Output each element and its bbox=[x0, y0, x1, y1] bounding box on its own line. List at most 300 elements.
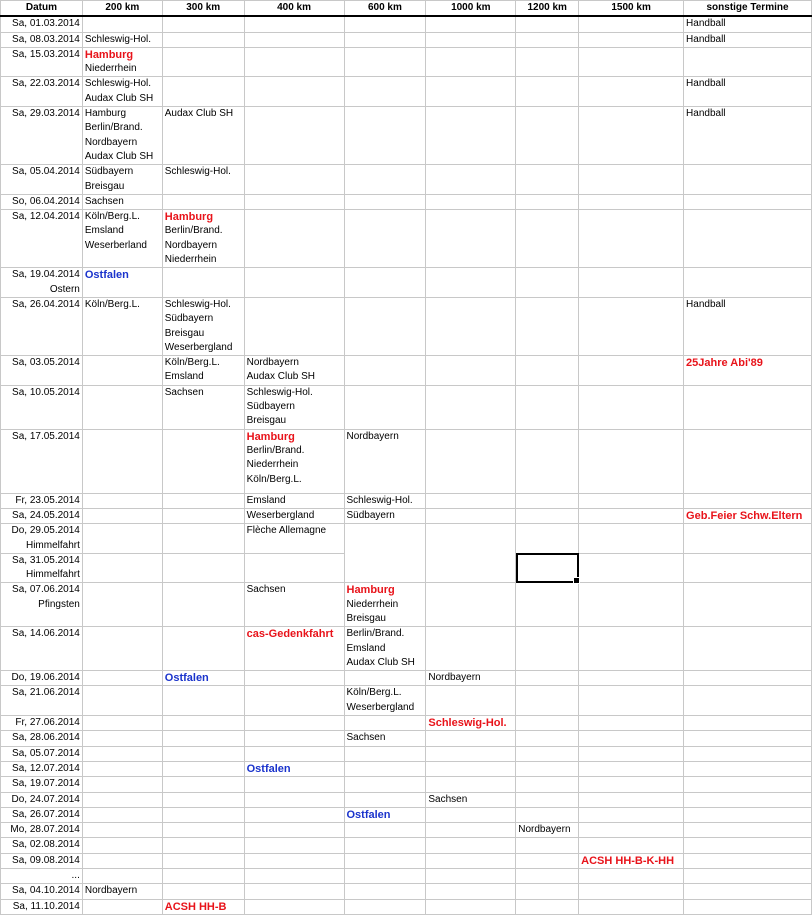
table-cell[interactable] bbox=[426, 165, 516, 195]
table-cell[interactable] bbox=[579, 429, 684, 493]
table-cell[interactable] bbox=[162, 627, 244, 671]
table-cell[interactable] bbox=[426, 77, 516, 107]
table-cell[interactable] bbox=[516, 297, 579, 355]
table-cell[interactable] bbox=[426, 32, 516, 47]
table-cell[interactable] bbox=[344, 761, 426, 776]
table-cell[interactable] bbox=[684, 583, 812, 627]
table-cell[interactable] bbox=[244, 268, 344, 298]
date-cell[interactable] bbox=[1, 356, 83, 386]
table-cell[interactable] bbox=[684, 194, 812, 209]
table-cell[interactable] bbox=[82, 493, 162, 508]
table-cell[interactable] bbox=[344, 77, 426, 107]
table-cell[interactable] bbox=[426, 823, 516, 838]
table-cell[interactable] bbox=[82, 194, 162, 209]
table-cell[interactable] bbox=[516, 869, 579, 884]
table-cell[interactable] bbox=[82, 807, 162, 822]
table-cell[interactable] bbox=[82, 899, 162, 914]
table-cell[interactable] bbox=[82, 32, 162, 47]
header-1000km[interactable]: 1000 km bbox=[426, 1, 516, 17]
table-cell[interactable] bbox=[426, 508, 516, 523]
table-cell[interactable] bbox=[244, 777, 344, 792]
table-cell[interactable] bbox=[516, 493, 579, 508]
table-cell[interactable] bbox=[162, 165, 244, 195]
table-cell[interactable] bbox=[516, 761, 579, 776]
date-cell[interactable] bbox=[1, 761, 83, 776]
table-cell[interactable] bbox=[244, 746, 344, 761]
table-cell[interactable] bbox=[162, 823, 244, 838]
table-cell[interactable] bbox=[82, 884, 162, 899]
table-cell[interactable] bbox=[344, 853, 426, 868]
date-cell[interactable] bbox=[1, 297, 83, 355]
table-cell[interactable] bbox=[82, 553, 162, 583]
table-cell[interactable] bbox=[684, 671, 812, 686]
table-cell[interactable] bbox=[684, 524, 812, 554]
table-cell[interactable] bbox=[684, 356, 812, 386]
table-cell[interactable] bbox=[344, 32, 426, 47]
table-cell[interactable] bbox=[426, 716, 516, 731]
table-cell[interactable] bbox=[82, 761, 162, 776]
header-sonstige-termine[interactable]: sonstige Termine bbox=[684, 1, 812, 17]
table-cell[interactable] bbox=[516, 627, 579, 671]
table-cell[interactable] bbox=[244, 297, 344, 355]
table-cell[interactable] bbox=[244, 869, 344, 884]
table-cell[interactable] bbox=[516, 385, 579, 429]
table-cell[interactable] bbox=[579, 268, 684, 298]
table-cell[interactable] bbox=[344, 777, 426, 792]
table-cell[interactable] bbox=[344, 746, 426, 761]
table-cell[interactable] bbox=[426, 429, 516, 493]
table-cell[interactable] bbox=[516, 165, 579, 195]
date-cell[interactable] bbox=[1, 746, 83, 761]
table-cell[interactable] bbox=[684, 686, 812, 716]
table-cell[interactable] bbox=[82, 869, 162, 884]
table-cell[interactable] bbox=[426, 297, 516, 355]
table-cell[interactable] bbox=[579, 210, 684, 268]
table-cell[interactable] bbox=[244, 493, 344, 508]
table-cell[interactable] bbox=[162, 16, 244, 32]
table-cell[interactable] bbox=[516, 746, 579, 761]
table-cell[interactable] bbox=[82, 524, 162, 554]
table-cell[interactable] bbox=[426, 838, 516, 853]
table-cell[interactable] bbox=[684, 553, 812, 583]
table-cell[interactable] bbox=[82, 583, 162, 627]
table-cell[interactable] bbox=[516, 731, 579, 746]
table-cell[interactable] bbox=[162, 884, 244, 899]
table-cell[interactable] bbox=[579, 165, 684, 195]
table-cell[interactable] bbox=[244, 884, 344, 899]
table-cell[interactable] bbox=[684, 716, 812, 731]
table-cell[interactable] bbox=[82, 838, 162, 853]
header-1500km[interactable]: 1500 km bbox=[579, 1, 684, 17]
table-cell[interactable] bbox=[162, 838, 244, 853]
table-cell[interactable] bbox=[244, 356, 344, 386]
table-cell[interactable] bbox=[579, 731, 684, 746]
table-cell[interactable] bbox=[426, 194, 516, 209]
table-cell[interactable] bbox=[162, 869, 244, 884]
table-cell[interactable] bbox=[344, 508, 426, 523]
table-cell[interactable] bbox=[344, 385, 426, 429]
table-cell[interactable] bbox=[516, 583, 579, 627]
table-cell[interactable] bbox=[244, 429, 344, 493]
table-cell[interactable] bbox=[579, 508, 684, 523]
date-cell[interactable] bbox=[1, 165, 83, 195]
table-cell[interactable] bbox=[579, 777, 684, 792]
table-cell[interactable] bbox=[516, 32, 579, 47]
table-cell[interactable] bbox=[516, 686, 579, 716]
table-cell[interactable] bbox=[684, 807, 812, 822]
table-cell[interactable] bbox=[162, 493, 244, 508]
table-cell[interactable] bbox=[344, 107, 426, 165]
table-cell[interactable] bbox=[684, 777, 812, 792]
table-cell[interactable] bbox=[344, 268, 426, 298]
table-cell[interactable] bbox=[162, 268, 244, 298]
table-cell[interactable] bbox=[516, 716, 579, 731]
table-cell[interactable] bbox=[579, 32, 684, 47]
table-cell[interactable] bbox=[162, 47, 244, 77]
table-cell[interactable] bbox=[579, 194, 684, 209]
date-cell[interactable] bbox=[1, 716, 83, 731]
table-cell[interactable] bbox=[516, 899, 579, 914]
date-cell[interactable] bbox=[1, 429, 83, 493]
table-cell[interactable] bbox=[684, 77, 812, 107]
table-cell[interactable] bbox=[426, 899, 516, 914]
table-cell[interactable] bbox=[579, 853, 684, 868]
table-cell[interactable] bbox=[426, 761, 516, 776]
table-cell[interactable] bbox=[82, 77, 162, 107]
table-cell[interactable] bbox=[579, 297, 684, 355]
table-cell[interactable] bbox=[82, 792, 162, 807]
table-cell[interactable] bbox=[344, 165, 426, 195]
table-cell[interactable] bbox=[684, 853, 812, 868]
table-cell[interactable] bbox=[579, 47, 684, 77]
table-cell[interactable] bbox=[684, 210, 812, 268]
table-cell[interactable] bbox=[516, 777, 579, 792]
table-cell[interactable] bbox=[684, 493, 812, 508]
table-cell[interactable] bbox=[244, 838, 344, 853]
table-cell[interactable] bbox=[162, 210, 244, 268]
table-cell[interactable] bbox=[162, 807, 244, 822]
date-cell[interactable] bbox=[1, 385, 83, 429]
date-cell[interactable] bbox=[1, 899, 83, 914]
table-cell[interactable] bbox=[162, 429, 244, 493]
table-cell[interactable] bbox=[684, 385, 812, 429]
table-cell[interactable] bbox=[82, 210, 162, 268]
table-cell[interactable] bbox=[516, 107, 579, 165]
table-cell[interactable] bbox=[684, 884, 812, 899]
table-cell[interactable] bbox=[684, 761, 812, 776]
table-cell[interactable] bbox=[344, 716, 426, 731]
table-cell[interactable] bbox=[82, 165, 162, 195]
table-cell[interactable] bbox=[344, 297, 426, 355]
table-cell[interactable] bbox=[426, 671, 516, 686]
table-cell[interactable] bbox=[344, 356, 426, 386]
table-cell[interactable] bbox=[244, 583, 344, 627]
table-cell[interactable] bbox=[244, 761, 344, 776]
table-cell[interactable] bbox=[82, 671, 162, 686]
table-cell[interactable] bbox=[244, 32, 344, 47]
table-cell[interactable] bbox=[684, 268, 812, 298]
table-cell[interactable] bbox=[344, 583, 426, 627]
table-cell[interactable] bbox=[579, 583, 684, 627]
table-cell[interactable] bbox=[684, 297, 812, 355]
table-cell[interactable] bbox=[426, 869, 516, 884]
table-cell[interactable] bbox=[344, 429, 426, 493]
table-cell[interactable] bbox=[82, 508, 162, 523]
table-cell[interactable] bbox=[426, 686, 516, 716]
date-cell[interactable] bbox=[1, 77, 83, 107]
table-cell[interactable] bbox=[426, 583, 516, 627]
table-cell[interactable] bbox=[162, 761, 244, 776]
date-cell[interactable] bbox=[1, 627, 83, 671]
table-cell[interactable] bbox=[244, 899, 344, 914]
date-cell[interactable] bbox=[1, 731, 83, 746]
table-cell[interactable] bbox=[162, 508, 244, 523]
table-cell[interactable] bbox=[244, 508, 344, 523]
table-cell[interactable] bbox=[579, 356, 684, 386]
table-cell[interactable] bbox=[162, 385, 244, 429]
table-cell[interactable] bbox=[684, 869, 812, 884]
date-cell[interactable] bbox=[1, 777, 83, 792]
table-cell[interactable] bbox=[162, 32, 244, 47]
table-cell[interactable] bbox=[516, 838, 579, 853]
table-cell[interactable] bbox=[82, 716, 162, 731]
table-cell[interactable] bbox=[684, 32, 812, 47]
table-cell[interactable] bbox=[426, 853, 516, 868]
table-cell[interactable] bbox=[684, 429, 812, 493]
table-cell[interactable] bbox=[82, 777, 162, 792]
table-cell[interactable] bbox=[162, 77, 244, 107]
date-cell[interactable] bbox=[1, 869, 83, 884]
table-cell[interactable] bbox=[579, 553, 684, 583]
table-cell[interactable] bbox=[426, 807, 516, 822]
table-cell[interactable] bbox=[579, 686, 684, 716]
table-cell[interactable] bbox=[162, 553, 244, 583]
date-cell[interactable] bbox=[1, 583, 83, 627]
table-cell[interactable] bbox=[82, 297, 162, 355]
table-cell[interactable] bbox=[244, 524, 344, 554]
table-cell[interactable] bbox=[82, 47, 162, 77]
table-cell[interactable] bbox=[344, 899, 426, 914]
table-cell[interactable] bbox=[344, 807, 426, 822]
table-cell[interactable] bbox=[684, 508, 812, 523]
table-cell[interactable] bbox=[426, 268, 516, 298]
table-cell[interactable] bbox=[344, 671, 426, 686]
table-cell[interactable] bbox=[162, 853, 244, 868]
table-cell[interactable] bbox=[162, 356, 244, 386]
table-cell[interactable] bbox=[244, 165, 344, 195]
active-cell[interactable] bbox=[516, 553, 579, 583]
table-cell[interactable] bbox=[162, 746, 244, 761]
table-cell[interactable] bbox=[162, 107, 244, 165]
table-cell[interactable] bbox=[426, 356, 516, 386]
date-cell[interactable] bbox=[1, 686, 83, 716]
date-cell[interactable] bbox=[1, 807, 83, 822]
date-cell[interactable] bbox=[1, 210, 83, 268]
table-cell[interactable] bbox=[684, 823, 812, 838]
table-cell[interactable] bbox=[516, 823, 579, 838]
table-cell[interactable] bbox=[426, 385, 516, 429]
table-cell[interactable] bbox=[344, 194, 426, 209]
table-cell[interactable] bbox=[344, 210, 426, 268]
table-cell[interactable] bbox=[684, 47, 812, 77]
table-cell[interactable] bbox=[162, 792, 244, 807]
date-cell[interactable] bbox=[1, 823, 83, 838]
table-cell[interactable] bbox=[344, 686, 426, 716]
table-cell[interactable] bbox=[82, 268, 162, 298]
table-cell[interactable] bbox=[244, 553, 344, 583]
table-cell[interactable] bbox=[516, 884, 579, 899]
table-cell[interactable] bbox=[516, 807, 579, 822]
table-cell[interactable] bbox=[344, 627, 426, 671]
date-cell[interactable] bbox=[1, 194, 83, 209]
table-cell[interactable] bbox=[579, 807, 684, 822]
table-cell[interactable] bbox=[579, 869, 684, 884]
table-cell[interactable] bbox=[426, 493, 516, 508]
table-cell[interactable] bbox=[579, 884, 684, 899]
table-cell[interactable] bbox=[516, 77, 579, 107]
table-cell[interactable] bbox=[684, 746, 812, 761]
table-cell[interactable] bbox=[82, 823, 162, 838]
date-cell[interactable] bbox=[1, 16, 83, 32]
table-cell[interactable] bbox=[162, 524, 244, 554]
table-cell[interactable] bbox=[516, 194, 579, 209]
table-cell[interactable] bbox=[426, 524, 516, 583]
table-cell[interactable] bbox=[344, 731, 426, 746]
header-1200km[interactable]: 1200 km bbox=[516, 1, 579, 17]
table-cell[interactable] bbox=[684, 792, 812, 807]
table-cell[interactable] bbox=[516, 671, 579, 686]
table-cell[interactable] bbox=[244, 77, 344, 107]
table-cell[interactable] bbox=[516, 356, 579, 386]
date-cell[interactable] bbox=[1, 884, 83, 899]
date-cell[interactable] bbox=[1, 47, 83, 77]
table-cell[interactable] bbox=[82, 356, 162, 386]
table-cell[interactable] bbox=[244, 627, 344, 671]
table-cell[interactable] bbox=[344, 838, 426, 853]
table-cell[interactable] bbox=[162, 194, 244, 209]
table-cell[interactable] bbox=[426, 107, 516, 165]
table-cell[interactable] bbox=[344, 493, 426, 508]
table-cell[interactable] bbox=[579, 838, 684, 853]
table-cell[interactable] bbox=[82, 746, 162, 761]
date-cell[interactable] bbox=[1, 553, 83, 583]
table-cell[interactable] bbox=[579, 493, 684, 508]
table-cell[interactable] bbox=[426, 16, 516, 32]
table-cell[interactable] bbox=[516, 792, 579, 807]
table-cell[interactable] bbox=[516, 16, 579, 32]
table-cell[interactable] bbox=[244, 731, 344, 746]
table-cell[interactable] bbox=[244, 210, 344, 268]
table-cell[interactable] bbox=[162, 671, 244, 686]
table-cell[interactable] bbox=[684, 838, 812, 853]
date-cell[interactable] bbox=[1, 32, 83, 47]
header-400km[interactable]: 400 km bbox=[244, 1, 344, 17]
table-cell[interactable] bbox=[426, 627, 516, 671]
table-cell[interactable] bbox=[344, 792, 426, 807]
table-cell[interactable] bbox=[344, 47, 426, 77]
table-cell[interactable] bbox=[579, 899, 684, 914]
date-cell[interactable] bbox=[1, 268, 83, 298]
header-200km[interactable]: 200 km bbox=[82, 1, 162, 17]
table-cell[interactable] bbox=[426, 777, 516, 792]
table-cell[interactable] bbox=[244, 823, 344, 838]
table-cell[interactable] bbox=[82, 731, 162, 746]
date-cell[interactable] bbox=[1, 838, 83, 853]
table-cell[interactable] bbox=[244, 671, 344, 686]
table-cell[interactable] bbox=[684, 731, 812, 746]
table-cell[interactable] bbox=[579, 823, 684, 838]
table-cell[interactable] bbox=[579, 107, 684, 165]
date-cell[interactable] bbox=[1, 671, 83, 686]
table-cell[interactable] bbox=[244, 385, 344, 429]
table-cell[interactable] bbox=[579, 524, 684, 554]
header-600km[interactable]: 600 km bbox=[344, 1, 426, 17]
table-cell[interactable] bbox=[162, 716, 244, 731]
table-cell[interactable] bbox=[244, 792, 344, 807]
table-cell[interactable] bbox=[516, 853, 579, 868]
table-cell[interactable] bbox=[344, 869, 426, 884]
table-cell[interactable] bbox=[244, 16, 344, 32]
date-cell[interactable] bbox=[1, 508, 83, 523]
date-cell[interactable] bbox=[1, 493, 83, 508]
table-cell[interactable] bbox=[579, 671, 684, 686]
table-cell[interactable] bbox=[244, 47, 344, 77]
table-cell[interactable] bbox=[684, 107, 812, 165]
table-cell[interactable] bbox=[684, 16, 812, 32]
table-cell[interactable] bbox=[82, 107, 162, 165]
header-300km[interactable]: 300 km bbox=[162, 1, 244, 17]
table-cell[interactable] bbox=[579, 716, 684, 731]
table-cell[interactable] bbox=[579, 792, 684, 807]
table-cell[interactable] bbox=[82, 385, 162, 429]
table-cell[interactable] bbox=[244, 807, 344, 822]
table-cell[interactable] bbox=[579, 761, 684, 776]
table-cell[interactable] bbox=[426, 746, 516, 761]
table-cell[interactable] bbox=[244, 686, 344, 716]
table-cell[interactable] bbox=[162, 297, 244, 355]
table-cell[interactable] bbox=[516, 268, 579, 298]
table-cell[interactable] bbox=[426, 792, 516, 807]
table-cell[interactable] bbox=[684, 165, 812, 195]
header-datum[interactable]: Datum bbox=[1, 1, 83, 17]
date-cell[interactable] bbox=[1, 524, 83, 554]
table-cell[interactable] bbox=[82, 853, 162, 868]
table-cell[interactable] bbox=[426, 210, 516, 268]
table-cell[interactable] bbox=[516, 47, 579, 77]
table-cell[interactable] bbox=[344, 823, 426, 838]
table-cell[interactable] bbox=[344, 884, 426, 899]
table-cell[interactable] bbox=[344, 524, 426, 583]
table-cell[interactable] bbox=[579, 385, 684, 429]
table-cell[interactable] bbox=[162, 899, 244, 914]
table-cell[interactable] bbox=[426, 731, 516, 746]
table-cell[interactable] bbox=[244, 107, 344, 165]
table-cell[interactable] bbox=[579, 627, 684, 671]
table-cell[interactable] bbox=[244, 853, 344, 868]
table-cell[interactable] bbox=[244, 194, 344, 209]
table-cell[interactable] bbox=[516, 429, 579, 493]
table-cell[interactable] bbox=[244, 716, 344, 731]
table-cell[interactable] bbox=[684, 627, 812, 671]
table-cell[interactable] bbox=[82, 627, 162, 671]
table-cell[interactable] bbox=[579, 77, 684, 107]
table-cell[interactable] bbox=[344, 16, 426, 32]
table-cell[interactable] bbox=[426, 884, 516, 899]
table-cell[interactable] bbox=[684, 899, 812, 914]
table-cell[interactable] bbox=[82, 429, 162, 493]
table-cell[interactable] bbox=[162, 583, 244, 627]
table-cell[interactable] bbox=[579, 16, 684, 32]
